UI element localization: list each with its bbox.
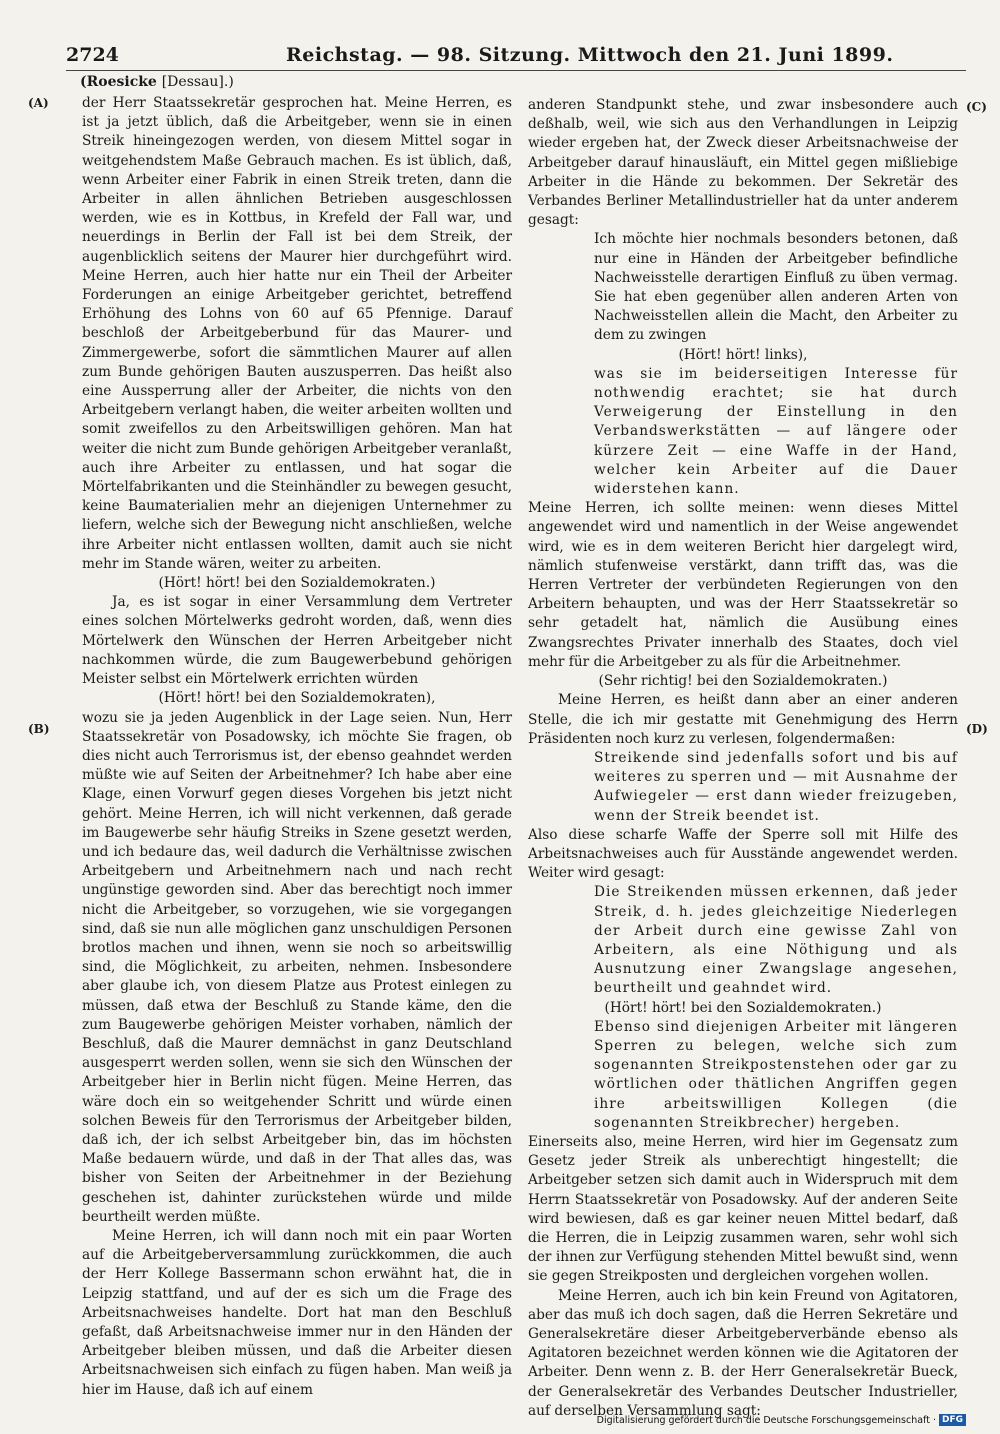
quotation: Die Streikenden müssen erkennen, daß jeder Streik, d. h. jedes gleichzeitige Niederlegen der Arbeit durch eine gewisse Zahl von Arbeitern, als eine Nöthigung und als Ausnutzung einer Zwangslage angesehen, beurtheilt und geahndet wird.	[594, 884, 958, 997]
speaker-place: [Dessau].)	[161, 74, 234, 90]
page-header	[66, 40, 966, 71]
paragraph: wozu sie ja jeden Augenblick in der Lage seien. Nun, Herr Staatssekretär von Posadowsky, ich möchte Sie fragen, ob dies nicht auch Terrorismus ist, der ebenso geahndet werden müßte wie auf Seiten der Arbeitnehmer? Ich habe aber eine Klage, einen Vorwurf gegen dieses Vorgehen bis jetzt nicht gehört. Meine Herren, ich will nicht verkennen, daß gerade im Baugewerbe sehr häufig Streiks in Szene gesetzt werden, und ich bedaure das, weil dadurch die Verhältnisse zwischen Arbeitgebern und Arbeitnehmern nach und nach recht ungünstige geworden sind. Aber das berechtigt noch immer nicht die Arbeitgeber, so vorzugehen, wie sie vorgegangen sind, daß sie nun alle möglichen ganz unschuldigen Personen brotlos machen und ihnen, wenn sie noch so arbeitswillig sind, die Möglichkeit, zu arbeiten, nehmen. Insbesondere aber glaube ich, von diesem Platze aus Protest einlegen zu müssen, daß etwa der Beschluß zu Stande käme, den die zum Baugewerbe gehörigen Meister vorhaben, nämlich der Beschluß, daß die Maurer demnächst in ganz Deutschland ausgesperrt werden sollen, wenn sie sich den Wünschen der Arbeitgeber hier in Berlin nicht fügen. Meine Herren, das wäre doch ein so weitgehender Schritt und würde einen solchen Beweis für den Terrorismus der Arbeitgeber bilden, daß ich, der ich selbst Arbeitgeber bin, das im höchsten Maße bedauern würde, und daß in der That alles das, was bisher von Seiten der Arbeitnehmer in der Beziehung geschehen ist, dahinter zurückstehen würde und milde beurtheilt werden müßte.	[82, 709, 512, 1225]
quotation: was sie im beiderseitigen Interesse für nothwendig erachtet; sie hat durch Verweigerung der Einstellung in den Verbandswerkstätten — auf längere oder kürzere Zeit — eine Waffe in der Hand, welcher kein Arbeiter auf die Dauer widerstehen kann.	[594, 365, 958, 498]
footer-text: Digitalisierung gefördert durch die Deutsche Forschungsgemeinschaft ·	[596, 1414, 936, 1426]
interjection: (Hört! hört! bei den Sozialdemokraten),	[158, 690, 436, 707]
speaker-name: Roesicke	[86, 74, 157, 90]
quotation: Streikende sind jedenfalls sofort und bis auf weiteres zu sperren und — mit Ausnahme der Aufwiegeler — erst dann wieder freizugeben, wenn der Streik beendet ist.	[594, 749, 958, 824]
paragraph: Einerseits also, meine Herren, wird hier im Gegensatz zum Gesetz jeder Streik als unberechtigt hingestellt; die Arbeitgeber setzen sich damit auch in Widerspruch mit dem Herrn Staatssekretär von Posadowsky. Auf der anderen Seite wird bewiesen, daß es gar keiner neuen Mittel bedarf, daß die Herren, die in Leipzig zusammen waren, sehr wohl sich der ihnen zur Verfügung stehenden Mittel bewußt sind, wenn sie gegen Streikposten und dergleichen vorgehen wollen.	[528, 1133, 958, 1285]
interjection: (Hört! hört! bei den Sozialdemokraten.)	[158, 575, 436, 592]
paragraph: Meine Herren, ich will dann noch mit ein paar Worten auf die Arbeitgeberversammlung zurückkommen, die auch der Herr Kollege Bassermann schon erwähnt hat, die in Leipzig stattfand, und auf der es sich um die Frage des Arbeitsnachweises handelte. Dort hat man den Beschluß gefaßt, daß Arbeitsnachweise immer nur in den Händen der Arbeitgeber bleiben müssen, und daß die Arbeiter diesen Arbeitsnachweisen sich einfach zu fügen haben. Man weiß ja hier im Hause, daß ich auf einem	[82, 1227, 512, 1398]
paragraph: anderen Standpunkt stehe, und zwar insbesondere auch deßhalb, weil, wie sich aus den Verhandlungen in Leipzig wieder ergeben hat, der Zweck dieser Arbeitsnachweise der Arbeitgeber darauf hinausläuft, ein Mittel gegen mißliebige Arbeiter in die Hände zu bekommen. Der Sekretär des Verbandes Berliner Metallindustrieller hat da unter anderem gesagt:	[528, 97, 958, 229]
paragraph: der Herr Staatssekretär gesprochen hat. Meine Herren, es ist ja jetzt üblich, daß die Arbeitgeber, wenn sie in einen Streik hineingezogen werden, von diesem Mittel sogar in weitgehendstem Maße Gebrauch machen. Es ist üblich, daß, wenn Arbeiter einer Fabrik in einen Streik treten, dann die Arbeiter in allen ähnlichen Betrieben ausgeschlossen werden, wie es in Kottbus, in Krefeld der Fall war, und neuerdings in Berlin der Fall ist bei dem Streik, der augenblicklich seitens der Maurer hier durchgeführt wird. Meine Herren, auch hier hatte nur ein Theil der Arbeiter Forderungen an einige Arbeitgeber gerichtet, betreffend Erhöhung des Lohns von 60 auf 65 Pfennige. Darauf beschloß der Arbeitgeberbund für das Maurer- und Zimmergewerbe, sofort die sämmtlichen Maurer auf allen zum Bunde gehörigen Bauten auszusperren. Das heißt also eine Aussperrung aller der Arbeiter, die nichts von den Arbeitgebern verlangt haben, die weiter arbeiten wollten und somit zweifellos zu den Arbeitswilligen gehören. Man hat weiter die nicht zum Bunde gehörigen Arbeitgeber veranlaßt, auch ihre Arbeiter zu entlassen, und hat sogar die Mörtelfabrikanten und die Steinhändler zu bewegen gesucht, keine Baumaterialien mehr an diejenigen Unternehmer zu liefern, welche sich der Bewegung nicht anschließen, welche ihre Arbeiter nicht entlassen wollten, damit auch sie nicht mehr im Stande wären, weiter zu arbeiten.	[82, 95, 512, 572]
paragraph: Ja, es ist sogar in einer Versammlung dem Vertreter eines solchen Mörtelwerks gedroht worden, daß, wenn dies Mörtelwerk den Wünschen der Herren Arbeitgeber nicht nachkommen würde, die zum Baugewerbebund gehörigen Meister selbst ein Mörtelwerk errichten würden	[82, 594, 512, 688]
margin-marker-b: (B)	[28, 722, 50, 736]
running-title: Reichstag. — 98. Sitzung. Mittwoch den 21. Juni 1899.	[286, 44, 894, 66]
margin-marker-c: (C)	[966, 100, 987, 114]
quotation: Ebenso sind diejenigen Arbeiter mit längeren Sperren zu belegen, welche sich zum sogenannten Streikpostenstehen oder gar zu wörtlichen oder thätlichen Angriffen gegen ihre arbeitswilligen Kollegen (die sogenannten Streikbrecher) hergeben.	[594, 1018, 958, 1131]
margin-marker-d: (D)	[966, 722, 988, 736]
right-column	[528, 96, 958, 1421]
paragraph: Meine Herren, auch ich bin kein Freund von Agitatoren, aber das muß ich doch sagen, daß die Herren Sekretäre und Generalsekretäre dieser Arbeitgeberverbände ebenso als Agitatoren bezeichnet werden können wie die Agitatoren der Arbeiter. Denn wenn z. B. der Herr Generalsekretär Bueck, der Generalsekretär des Verbandes Deutscher Industrieller, auf derselben Versammlung sagt:	[528, 1287, 958, 1419]
paragraph: Also diese scharfe Waffe der Sperre soll mit Hilfe des Arbeitsnachweises auch für Ausstände angewendet werden. Weiter wird gesagt:	[528, 826, 958, 882]
quotation: Ich möchte hier nochmals besonders betonen, daß nur eine in Händen der Arbeitgeber befindliche Nachweisstelle derartigen Einfluß zu üben vermag. Sie hat eben gegenüber allen anderen Arten von Nachweisstellen allein die Macht, den Arbeiter zu dem zu zwingen	[594, 231, 958, 344]
paragraph: Meine Herren, ich sollte meinen: wenn dieses Mittel angewendet wird und namentlich in der Weise angewendet wird, wie es in dem weiteren Bericht hier dargelegt wird, nämlich stufenweise verstärkt, dann trifft das, was die Herren Vertreter der verbündeten Regierungen von den Arbeitern behaupten, und was der Herr Staatssekretär so sehr getadelt hat, nämlich die Ausübung eines Zwangsrechtes Privater innerhalb des Staates, doch viel mehr für die Arbeitgeber zu als für die Arbeitnehmer.	[528, 500, 958, 670]
left-column	[82, 94, 512, 1400]
dfg-logo: DFG	[939, 1414, 966, 1426]
interjection: (Sehr richtig! bei den Sozialdemokraten.)	[598, 673, 888, 690]
interjection: (Hört! hört! links),	[678, 346, 808, 363]
footer-credit	[597, 1414, 966, 1426]
page-number: 2724	[66, 44, 119, 66]
interjection: (Hört! hört! bei den Sozialdemokraten.)	[604, 999, 882, 1016]
margin-marker-a: (A)	[28, 96, 49, 110]
speaker-label: (Roesicke [Dessau].)	[80, 74, 234, 90]
paragraph: Meine Herren, es heißt dann aber an einer anderen Stelle, die ich mir gestatte mit Genehmigung des Herrn Präsidenten noch kurz zu verlesen, folgendermaßen:	[528, 692, 958, 747]
